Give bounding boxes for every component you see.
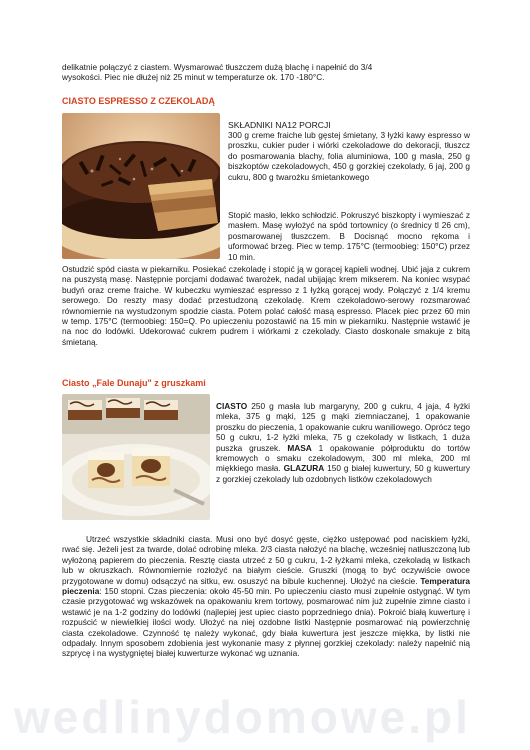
recipe2-method xyxy=(62,534,470,659)
watermark: wedlinydomowe.pl xyxy=(14,691,471,743)
recipe2-title: Ciasto „Fale Dunaju" z gruszkami xyxy=(62,378,206,388)
text-glazura: 150 g białej kuwertury, 50 g kuwertury z gorzkiej czekolady lub ozdobnych listków czekoladowych xyxy=(216,463,470,484)
intro-line-2: wysokości. Piec nie dłużej niż 25 minut w temperaturze ok. 170 -180°C. xyxy=(62,72,325,83)
method-part-a: Utrzeć wszystkie składniki ciasta. Musi ono być dosyć gęste, ciężko ustępować pod naciskiem łyżki, rwać się. Jeżeli jest za twarde, dolać odrobinę mleka. 2/3 ciasta nałożyć na blachę, wcześniej natłuszczoną lub wyłożoną papierem do pieczenia. Resztę ciasta utrzeć z 50 g cukru, 1-2 łyżkami mleka, czekoladą w listkach lub w okruszkach. Równomiernie rozłożyć na białym cieście. Gruszki (mogą to być oczywiście owoce przygotowane w domu) odsączyć na sitku, ew. osuszyć na bibule kuchennej. Ułożyć na cieście. xyxy=(62,534,470,586)
fale-dunaju-photo xyxy=(62,394,210,520)
recipe1-ingredients-heading: SKŁADNIKI NA12 PORCJI xyxy=(228,120,331,130)
recipe1-method-side: Stopić masło, lekko schłodzić. Pokruszyć biszkopty i wymieszać z masłem. Masę wyłożyć na spód tortownicy (o średnicy tl 26 cm), posmarowanej tłuszczem. B Docisnąć mocno rękoma i uformować brzeg. Piec w temp. 175°C (termoobieg: 150°C) przez 10 min. xyxy=(228,210,470,262)
recipe2-ingredients xyxy=(216,401,470,484)
label-glazura: GLAZURA xyxy=(283,463,325,474)
recipe1-title: CIASTO ESPRESSO Z CZEKOLADĄ xyxy=(62,96,215,106)
text-ciasto: 250 g masła lub margaryny, 200 g cukru, 4 jaja, 4 łyżki mleka, 375 g mąki, 125 g mąki ziemniaczanej, 1 opakowanie proszku do pieczenia, 1 opakowanie cukru waniliowego. Oprócz tego 50 g cukru, 1-2 łyżki mleka, 75 g czekolady w listkach, 1 duża puszka gruszek. xyxy=(216,401,470,453)
intro-line-1: delikatnie połączyć z ciastem. Wysmarować tłuszczem dużą blachę i napełnić do 3/4 xyxy=(62,62,373,72)
method-part-b: : 150 stopni. Czas pieczenia: około 45-50 min. Po upieczeniu ciasto musi zupełnie ostygnąć. W tym czasie przygotować wg wskazówek na opakowaniu krem tortowy, posmarować nim już zupełnie zimne ciasto i wstawić je na 1-2 godziny do lodówki (najlepiej jest upiec ciasto poprzedniego dnia). Pokroić białą kuwerturę i rozpuścić w niewielkiej ilości wody. Ułożyć na niej ozdobne listki Następnie posmarować nią powierzchnię ciasta czekoladowe. Czynność tę należy wykonać, gdy biała kuwertura jest jeszcze miękka, by listki nie odpadały. Innym sposobem zdobienia jest wykonanie masy z płynnej gorzkiej czekolady: należy napełnić nią szprycę i na wystygniętej białej kuwerturze wykonać wg uznania. xyxy=(62,586,470,659)
text-masa: 1 opakowanie półproduktu do tortów kremowych o smaku czekoladowym, 300 ml mleka, 200 ml miękkiego masła. xyxy=(216,442,470,474)
intro-text xyxy=(62,62,470,83)
espresso-cake-photo xyxy=(62,113,220,259)
recipe1-ingredients: 300 g creme fraiche lub gęstej śmietany, 3 łyżki kawy espresso w proszku, cukier puder i wiórki czekoladowe do dekoracji, tłuszcz do posmarowania blachy, folia aluminiowa, 100 g masła, 250 g biszkoptów czekoladowych, 450 g gorzkiej czekolady, 6 jaj, 200 g cukru, 800 g twarożku śmietankowego xyxy=(228,130,470,182)
label-ciasto: CIASTO xyxy=(216,401,248,411)
label-masa: MASA xyxy=(287,442,312,453)
label-temperature: Temperatura pieczenia xyxy=(62,575,470,597)
recipe1-method-full: Ostudzić spód ciasta w piekarniku. Posiekać czekoladę i stopić ją w gorącej kąpieli wodnej. Ubić jaja z cukrem na puszystą masę. Następnie porcjami dodawać twarożek, nadal ubijając krem mikserem. Na koniec wsypać budyń oraz creme fraiche. W kubeczku wymieszać espresso z 1 łyżką gorącej wody. Połączyć z 1/4 kremu serowego. Do reszty masy dodać przestudzoną czekoladę. Krem czekoladowo-serowy rozsmarować równomiernie na wystudzonym spodzie ciasta. Potem polać całość masą espresso. Placek piec przez 60 min w temp. 175°C (termoobieg: 150=Q. Po upieczeniu pozostawić na 15 min w piekarniku. Następnie wstawić je na noc do lodówki. Udekorować cukrem pudrem i wiórkami z czekolady. Ciasto doskonale smakuje z bitą śmietaną. xyxy=(62,264,470,347)
